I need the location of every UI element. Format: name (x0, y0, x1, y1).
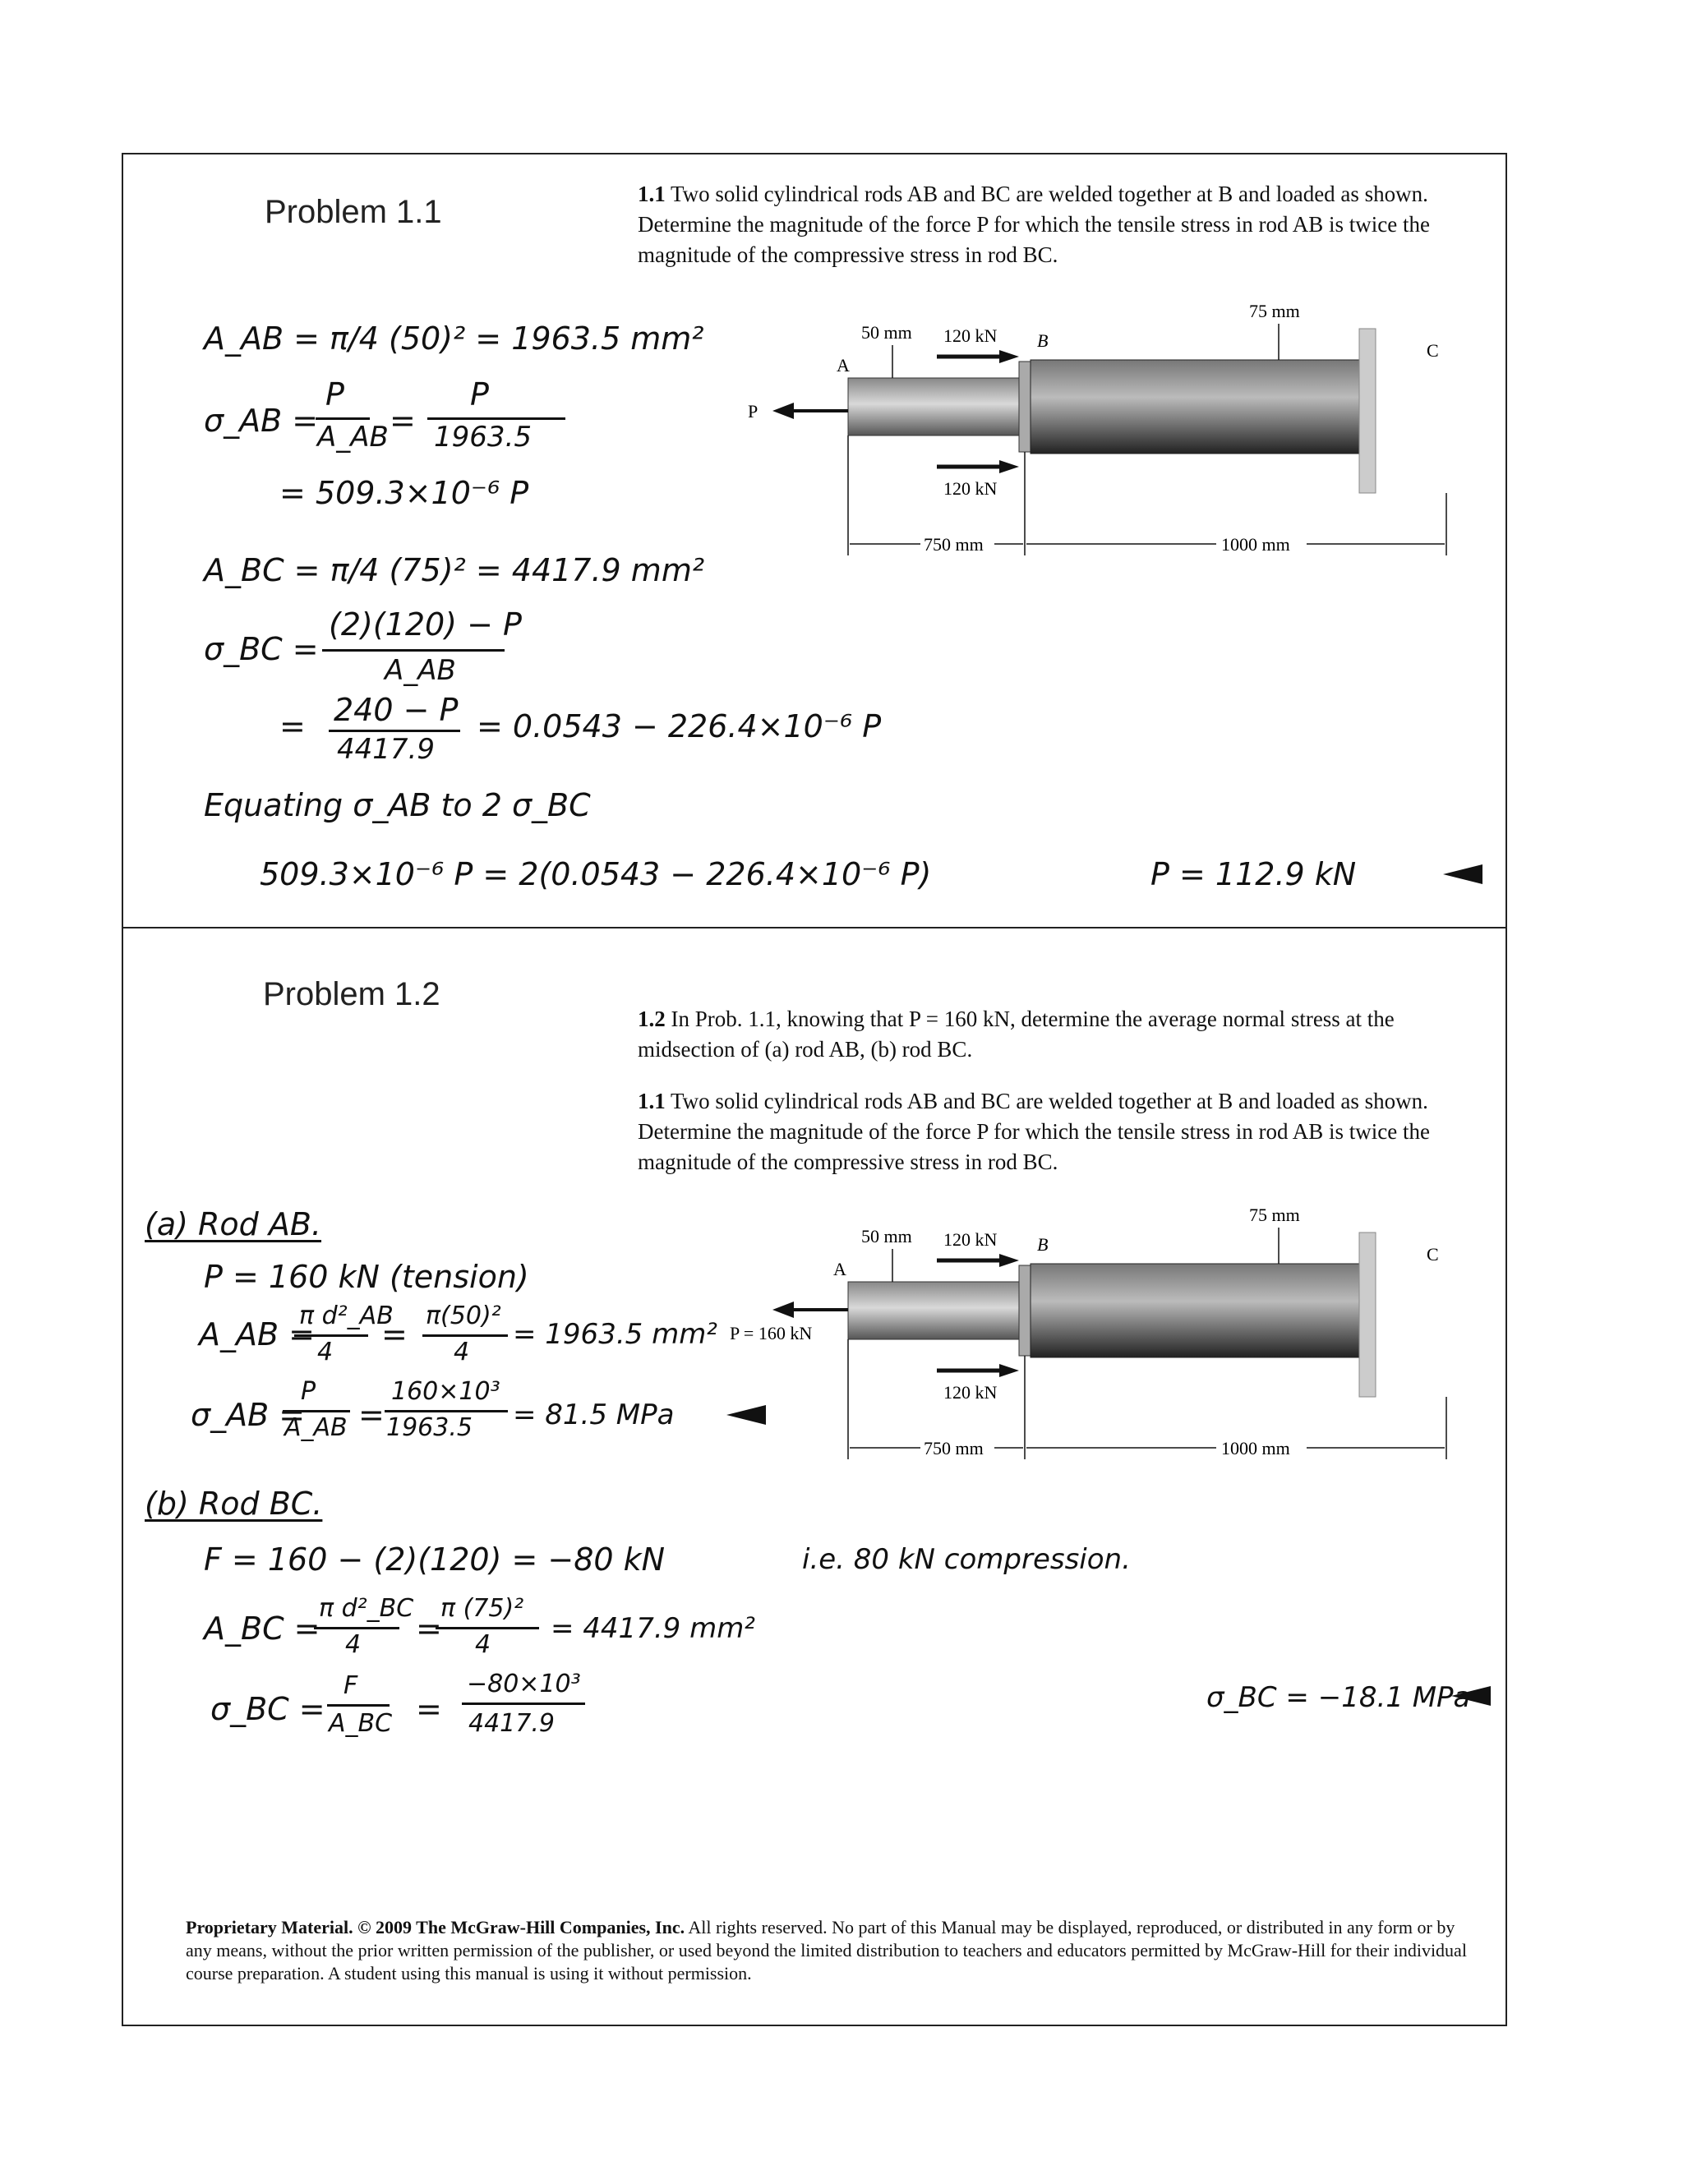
part-b-stress-label: σ_BC = (210, 1691, 325, 1727)
stress-ab-result: = 509.3×10⁻⁶ P (279, 475, 529, 511)
part-a-load: P = 160 kN (tension) (204, 1259, 529, 1295)
part-b-area-result: = 4417.9 mm² (551, 1612, 755, 1645)
part-a-area-result: = 1963.5 mm² (513, 1318, 717, 1351)
problem-1-2-statement (638, 1004, 1492, 1065)
stress-ab-eq: = (390, 403, 416, 439)
stress-ab-den2: 1963.5 (434, 421, 532, 454)
stress-ab-num: P (325, 376, 344, 412)
statement-number: 1.1 (638, 1089, 666, 1113)
weld-b (1019, 1265, 1031, 1356)
statement-number: 1.2 (638, 1007, 666, 1031)
rod-figure-2 (723, 1200, 1496, 1463)
part-b-area-label: A_BC = (204, 1610, 320, 1647)
part-a-area-num: π d²_AB (299, 1302, 394, 1330)
answer-1-2a-marker (726, 1405, 766, 1425)
stress-bc-num: (2)(120) − P (329, 606, 522, 643)
answer-1-2b: σ_BC = −18.1 MPa (1206, 1681, 1471, 1714)
label-d-bc: 75 mm (1249, 1205, 1300, 1225)
label-a: A (833, 1259, 846, 1279)
part-a-stress-num: P (301, 1377, 316, 1406)
part-b-area-den: 4 (345, 1630, 362, 1659)
label-a: A (837, 355, 850, 376)
label-len-ab: 750 mm (924, 534, 984, 555)
answer-1-1: P = 112.9 kN (1150, 856, 1357, 892)
weld-b (1019, 362, 1031, 452)
label-len-bc: 1000 mm (1221, 534, 1290, 555)
part-b-area-num: π d²_BC (319, 1594, 414, 1623)
rod-bc (1031, 1264, 1359, 1357)
part-a-area-den: 4 (317, 1338, 334, 1366)
rod-ab (848, 1282, 1021, 1339)
part-a-stress-result: = 81.5 MPa (513, 1398, 675, 1431)
label-d-ab: 50 mm (861, 322, 912, 343)
label-c: C (1427, 1244, 1439, 1265)
rod-bc (1031, 360, 1359, 454)
part-a-heading: (a) Rod AB. (145, 1206, 322, 1242)
part-a-stress-eq: = (358, 1397, 385, 1433)
problem-1-1-repeat (638, 1086, 1492, 1177)
label-load-bottom: 120 kN (943, 1382, 998, 1403)
part-b-heading: (b) Rod BC. (145, 1486, 323, 1522)
label-load-top: 120 kN (943, 1229, 998, 1250)
stress-bc-den2: 4417.9 (337, 733, 435, 766)
part-b-stress-den2: 4417.9 (468, 1709, 555, 1738)
stress-ab-label: σ_AB = (204, 403, 319, 439)
problem-1-2-title: Problem 1.2 (263, 976, 440, 1012)
part-a-stress-den2: 1963.5 (386, 1413, 473, 1442)
stress-bc-label: σ_BC = (204, 631, 319, 667)
part-a-area-label: A_AB = (199, 1316, 315, 1352)
label-b: B (1037, 1234, 1049, 1255)
part-a-stress-den: A_AB (284, 1413, 348, 1442)
part-a-stress-num2: 160×10³ (391, 1377, 500, 1406)
statement-text: Two solid cylindrical rods AB and BC are welded together at B and loaded as shown. Determine the magnitude of the force P for which the tensile stress in rod AB is twice the magnitude of the compressive stress in rod BC. (638, 1089, 1430, 1174)
wall-c (1359, 1233, 1376, 1397)
part-b-area-num2: π (75)² (440, 1594, 524, 1623)
answer-1-1-marker (1443, 864, 1482, 884)
problem-1-1-statement (638, 179, 1492, 270)
stress-bc-num2: 240 − P (334, 692, 459, 728)
label-load-bottom: 120 kN (943, 478, 998, 499)
copyright-footer (186, 1916, 1468, 1985)
statement-text: In Prob. 1.1, knowing that P = 160 kN, determine the average normal stress at the midsection of (a) rod AB, (b) rod BC. (638, 1007, 1395, 1062)
label-d-bc: 75 mm (1249, 301, 1300, 321)
label-len-bc: 1000 mm (1221, 1438, 1290, 1458)
stress-bc-den: A_AB (385, 654, 456, 687)
label-d-ab: 50 mm (861, 1226, 912, 1246)
label-load-top: 120 kN (943, 325, 998, 346)
part-b-stress-den: A_BC (329, 1709, 393, 1738)
equation-line: 509.3×10⁻⁶ P = 2(0.0543 − 226.4×10⁻⁶ P) (260, 856, 932, 892)
part-a-stress-label: σ_AB = (191, 1397, 306, 1433)
part-a-area-num2: π(50)² (426, 1302, 501, 1330)
area-ab-line: A_AB = π/4 (50)² = 1963.5 mm² (204, 320, 704, 357)
problem-1-1-title: Problem 1.1 (265, 194, 442, 230)
stress-bc-result: = 0.0543 − 226.4×10⁻⁶ P (477, 708, 882, 744)
label-c: C (1427, 340, 1439, 361)
part-a-area-den2: 4 (454, 1338, 470, 1366)
part-b-force-note: i.e. 80 kN compression. (802, 1543, 1131, 1576)
answer-1-2b-marker (1451, 1686, 1491, 1706)
problem-divider (122, 927, 1507, 928)
part-b-area-eq: = (416, 1610, 442, 1647)
part-b-stress-num2: −80×10³ (467, 1670, 581, 1698)
part-b-stress-eq: = (416, 1691, 442, 1727)
force-p-arrowhead (772, 1302, 794, 1318)
part-b-area-den2: 4 (475, 1630, 491, 1659)
label-len-ab: 750 mm (924, 1438, 984, 1458)
stress-bc-eq: = (279, 708, 306, 744)
rod-figure-1 (740, 296, 1496, 559)
label-b: B (1037, 330, 1049, 351)
part-b-force: F = 160 − (2)(120) = −80 kN (204, 1541, 666, 1578)
statement-number: 1.1 (638, 182, 666, 206)
statement-text: Two solid cylindrical rods AB and BC are welded together at B and loaded as shown. Determine the magnitude of the force P for which the tensile stress in rod AB is twice the magnitude of the compressive stress in rod BC. (638, 182, 1430, 267)
equating-line: Equating σ_AB to 2 σ_BC (204, 787, 591, 823)
rod-ab (848, 378, 1021, 435)
force-p-arrowhead (772, 403, 794, 419)
wall-c (1359, 329, 1376, 493)
area-bc-line: A_BC = π/4 (75)² = 4417.9 mm² (204, 552, 705, 588)
label-p: P (748, 401, 759, 422)
footer-bold: Proprietary Material. © 2009 The McGraw-Hill Companies, Inc. (186, 1917, 685, 1937)
label-p: P = 160 kN (730, 1323, 813, 1343)
part-a-area-eq: = (381, 1316, 408, 1352)
footer-text: All rights reserved. No part of this Manual may be displayed, reproduced, or distributed in any form or by any means, without the prior written permission of the publisher, or used beyond the limited distribution to teachers and educators permitted by McGraw-Hill for their individual course preparation. A student using this manual is using it without permission. (186, 1917, 1467, 1984)
stress-ab-num2: P (470, 376, 489, 412)
part-b-stress-num: F (344, 1671, 358, 1700)
stress-ab-den: A_AB (317, 421, 389, 454)
